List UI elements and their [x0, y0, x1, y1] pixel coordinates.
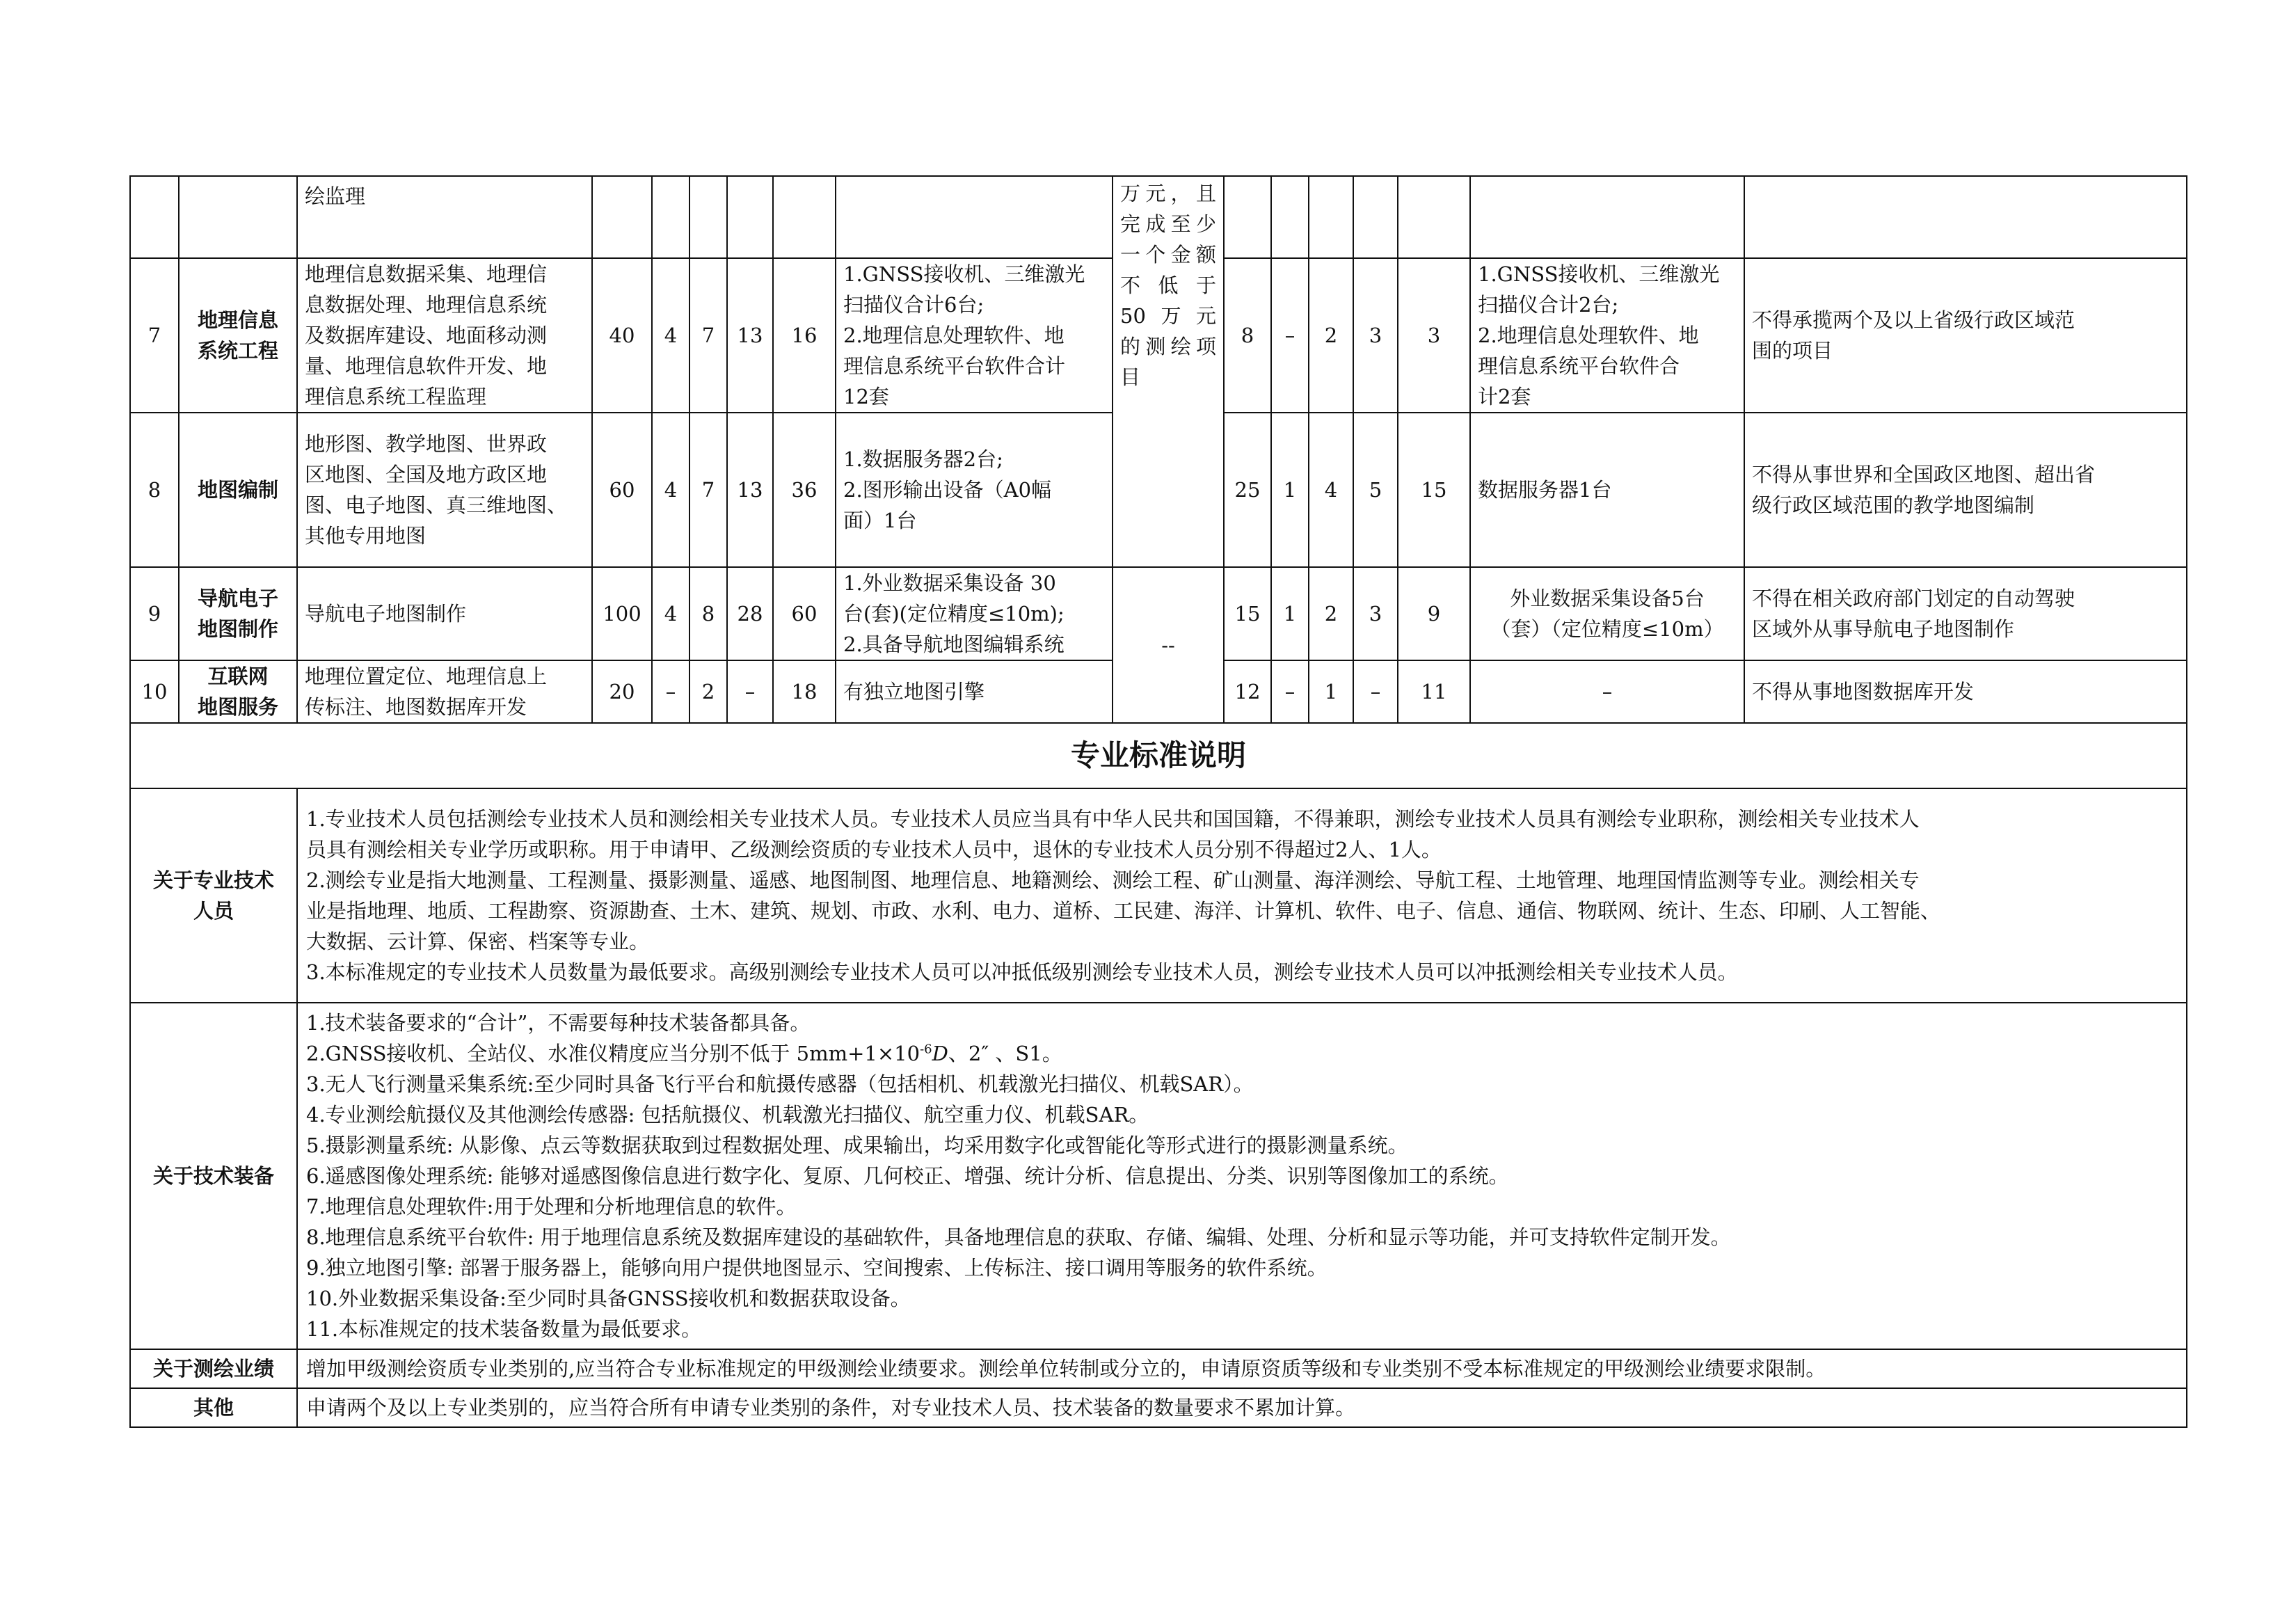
business-limit	[1744, 660, 2187, 723]
row-number	[130, 176, 179, 258]
a-total-staff: 60	[592, 413, 652, 567]
precision-text-end: 、2″ 、S1。	[948, 1042, 1062, 1065]
b-senior-staff: 1	[1271, 413, 1309, 567]
a-total-staff	[592, 176, 652, 258]
text-line: 8.地理信息系统平台软件: 用于地理信息系统及数据库建设的基础软件，具备地理信息的获取、存储、编辑、处理、分析和显示等功能，并可支持软件定制开发。	[306, 1225, 1731, 1249]
text-line: 地图服务	[197, 695, 278, 719]
text-line: 1.GNSS接收机、三维激光	[1478, 262, 1720, 286]
text-line: 导航电子	[197, 587, 278, 610]
section-heading-row	[130, 723, 2187, 788]
business-limit	[1744, 413, 2187, 567]
a-senior-staff: –	[652, 660, 689, 723]
b-related-staff: 11	[1398, 660, 1470, 723]
text-line: 地形图、教学地图、世界政	[305, 432, 548, 456]
b-senior-staff	[1271, 176, 1309, 258]
b-senior-staff: 1	[1271, 567, 1309, 660]
text-line: 万元，且	[1120, 182, 1216, 205]
text-line: 2.具备导航地图编辑系统	[843, 633, 1065, 656]
equipment-note-list	[306, 1069, 2178, 1344]
a-mid-staff: 2	[689, 660, 727, 723]
b-total-staff	[1224, 176, 1271, 258]
text-line: （套）（定位精度≤10m）	[1490, 617, 1724, 641]
text-line: 1.专业技术人员包括测绘专业技术人员和测绘相关专业技术人员。专业技术人员应当具有中华人民共和国国籍，不得兼职，测绘专业技术人员具有测绘专业职称，测绘相关专业技术人	[306, 807, 1920, 831]
text-line: 2.地理信息处理软件、地	[843, 324, 1065, 347]
text-line: 外业数据采集设备5台	[1510, 587, 1705, 610]
b-equipment	[1470, 258, 1744, 413]
text-line: 的测绘项	[1120, 335, 1216, 358]
equipment-notes	[297, 1003, 2187, 1349]
text-line: 地理位置定位、地理信息上	[305, 665, 548, 688]
business-scope	[297, 567, 592, 660]
a-junior-staff: 13	[727, 258, 773, 413]
text-line: 息数据处理、地理信息系统	[305, 293, 548, 317]
row-number: 10	[130, 660, 179, 723]
standards-page	[129, 175, 2186, 1428]
text-line: 系统工程	[197, 339, 278, 363]
text-line: 不得从事世界和全国政区地图、超出省	[1752, 463, 2096, 486]
b-total-staff: 25	[1224, 413, 1271, 567]
b-mid-staff	[1309, 176, 1353, 258]
other-notes: 申请两个及以上专业类别的，应当符合所有申请专业类别的条件，对专业技术人员、技术装备的数量要求不累加计算。	[297, 1388, 2187, 1427]
b-total-staff: 12	[1224, 660, 1271, 723]
text-line: 传标注、地图数据库开发	[305, 695, 527, 719]
a-related-staff: 60	[773, 567, 836, 660]
table-row	[130, 176, 2187, 258]
row-number: 8	[130, 413, 179, 567]
text-line: 9.独立地图引擎: 部署于服务器上，能够向用户提供地图显示、空间搜索、上传标注、接口调用等服务的软件系统。	[306, 1256, 1328, 1280]
text-line: 1.数据服务器2台;	[843, 447, 1003, 471]
text-line: 导航电子地图制作	[305, 602, 467, 626]
notes-row	[130, 1388, 2187, 1427]
text-line: 人员	[193, 899, 234, 923]
business-limit	[1744, 176, 2187, 258]
performance-notes-label: 关于测绘业绩	[130, 1349, 297, 1388]
performance-requirement	[1113, 176, 1224, 567]
text-line: 围的项目	[1752, 339, 1833, 363]
text-line: 6.遥感图像处理系统: 能够对遥感图像信息进行数字化、复原、几何校正、增强、统计分析、信息提出、分类、识别等图像加工的系统。	[306, 1164, 1509, 1188]
b-equipment	[1470, 176, 1744, 258]
b-equipment	[1470, 413, 1744, 567]
business-limit	[1744, 258, 2187, 413]
row-number: 7	[130, 258, 179, 413]
notes-row	[130, 788, 2187, 1003]
business-scope	[297, 413, 592, 567]
notes-row	[130, 1003, 2187, 1349]
precision-text: 2.GNSS接收机、全站仪、水准仪精度应当分别不低于 5mm+1×10	[306, 1042, 920, 1065]
business-scope	[297, 258, 592, 413]
text-line: 2.测绘专业是指大地测量、工程测量、摄影测量、遥感、地图制图、地理信息、地籍测绘、测绘工程、矿山测量、海洋测绘、导航工程、土地管理、地理国情监测等专业。测绘相关专	[306, 868, 1920, 892]
text-line: 有独立地图引擎	[843, 680, 985, 703]
text-line: 业是指地理、地质、工程勘察、资源勘查、土木、建筑、规划、市政、水利、电力、道桥、工民建、海洋、计算机、软件、电子、信息、通信、物联网、统计、生态、印刷、人工智能、	[306, 899, 1941, 923]
text-line: 区域外从事导航电子地图制作	[1752, 617, 2015, 641]
a-senior-staff: 4	[652, 567, 689, 660]
text-line: 量、地理信息软件开发、地	[305, 354, 548, 378]
text-line: 理信息系统工程监理	[305, 385, 487, 408]
text-line: 理信息系统平台软件合计	[843, 354, 1066, 378]
a-related-staff: 16	[773, 258, 836, 413]
equipment-note-line: 1.技术装备要求的“合计”，不需要每种技术装备都具备。	[306, 1011, 811, 1035]
b-related-staff: 15	[1398, 413, 1470, 567]
a-related-staff: 36	[773, 413, 836, 567]
a-mid-staff	[689, 176, 727, 258]
a-total-staff: 20	[592, 660, 652, 723]
text-line: 7.地理信息处理软件:用于处理和分析地理信息的软件。	[306, 1195, 797, 1218]
a-junior-staff: –	[727, 660, 773, 723]
text-line: 11.本标准规定的技术装备数量为最低要求。	[306, 1317, 702, 1341]
text-line: 地理信息数据采集、地理信	[305, 262, 548, 286]
a-mid-staff: 8	[689, 567, 727, 660]
a-senior-staff	[652, 176, 689, 258]
text-line: 图、电子地图、真三维地图、	[305, 493, 568, 517]
b-related-staff: 3	[1398, 258, 1470, 413]
text-line: 台(套)(定位精度≤10m);	[843, 602, 1065, 626]
b-senior-staff: –	[1271, 660, 1309, 723]
category-name	[179, 413, 297, 567]
text-line: 地理信息	[197, 308, 278, 332]
a-equipment	[836, 413, 1113, 567]
personnel-notes-label	[130, 788, 297, 1003]
text-line: 50万元	[1120, 304, 1216, 328]
a-junior-staff	[727, 176, 773, 258]
text-line: 理信息系统平台软件合	[1478, 354, 1680, 378]
a-related-staff: 18	[773, 660, 836, 723]
b-junior-staff: –	[1353, 660, 1398, 723]
text-line: 10.外业数据采集设备:至少同时具备GNSS接收机和数据获取设备。	[306, 1287, 911, 1310]
text-line: 地图制作	[197, 617, 278, 641]
b-mid-staff: 2	[1309, 567, 1353, 660]
precision-exponent: -6	[920, 1042, 932, 1057]
a-senior-staff: 4	[652, 258, 689, 413]
a-total-staff: 100	[592, 567, 652, 660]
other-notes-label: 其他	[130, 1388, 297, 1427]
a-equipment	[836, 660, 1113, 723]
text-line: 其他专用地图	[305, 524, 426, 548]
b-junior-staff	[1353, 176, 1398, 258]
qualification-table	[129, 175, 2187, 1428]
b-related-staff: 9	[1398, 567, 1470, 660]
text-line: 目	[1120, 365, 1141, 389]
text-line: 不得在相关政府部门划定的自动驾驶	[1752, 587, 2075, 610]
text-line: 完成至少	[1120, 212, 1216, 236]
a-junior-staff: 28	[727, 567, 773, 660]
text-line: 面）1台	[843, 509, 917, 532]
b-junior-staff: 3	[1353, 258, 1398, 413]
text-line: 1.GNSS接收机、三维激光	[843, 262, 1085, 286]
text-line: 扫描仪合计6台;	[843, 293, 984, 317]
b-junior-staff: 3	[1353, 567, 1398, 660]
b-equipment	[1470, 567, 1744, 660]
b-total-staff: 8	[1224, 258, 1271, 413]
b-equipment	[1470, 660, 1744, 723]
equipment-note-line	[306, 1038, 2178, 1069]
text-line: –	[1602, 680, 1613, 703]
category-name	[179, 176, 297, 258]
b-junior-staff: 5	[1353, 413, 1398, 567]
text-line: 关于技术装备	[152, 1164, 274, 1188]
performance-requirement-none: --	[1113, 567, 1224, 723]
personnel-notes	[297, 788, 2187, 1003]
text-line: 3.无人飞行测量采集系统:至少同时具备飞行平台和航摄传感器（包括相机、机载激光扫描仪、机载SAR）。	[306, 1072, 1254, 1096]
section-title: 专业标准说明	[130, 723, 2187, 788]
b-mid-staff: 4	[1309, 413, 1353, 567]
b-related-staff	[1398, 176, 1470, 258]
row-number: 9	[130, 567, 179, 660]
a-mid-staff: 7	[689, 258, 727, 413]
text-line: 互联网	[207, 665, 269, 688]
text-line: 一个金额	[1120, 243, 1216, 267]
category-name	[179, 567, 297, 660]
text-line: 关于专业技术	[152, 868, 274, 892]
b-mid-staff: 1	[1309, 660, 1353, 723]
text-line: 3.本标准规定的专业技术人员数量为最低要求。高级别测绘专业技术人员可以冲抵低级别测绘专业技术人员，测绘专业技术人员可以冲抵测绘相关专业技术人员。	[306, 960, 1738, 984]
text-line: 及数据库建设、地面移动测	[305, 324, 548, 347]
text-line: 员具有测绘相关专业学历或职称。用于申请甲、乙级测绘资质的专业技术人员中，退休的专业技术人员分别不得超过2人、1人。	[306, 838, 1442, 861]
text-line: 级行政区域范围的教学地图编制	[1752, 493, 2035, 517]
business-limit	[1744, 567, 2187, 660]
b-mid-staff: 2	[1309, 258, 1353, 413]
a-senior-staff: 4	[652, 413, 689, 567]
text-line: 4.专业测绘航摄仪及其他测绘传感器: 包括航摄仪、机载激光扫描仪、航空重力仪、机载SAR。	[306, 1103, 1149, 1127]
text-line: 1.外业数据采集设备 30	[843, 571, 1056, 595]
text-line: 地图编制	[197, 478, 278, 502]
text-line: 数据服务器1台	[1478, 478, 1612, 502]
text-line: 5.摄影测量系统: 从影像、点云等数据获取到过程数据处理、成果输出，均采用数字化或智能化等形式进行的摄影测量系统。	[306, 1134, 1408, 1157]
text-line: 2.图形输出设备（A0幅	[843, 478, 1052, 502]
text-line: 不得从事地图数据库开发	[1752, 680, 1975, 703]
text-line: 不得承揽两个及以上省级行政区域范	[1752, 308, 2075, 332]
business-scope	[297, 176, 592, 258]
category-name	[179, 258, 297, 413]
precision-variable: D	[932, 1042, 948, 1065]
text-line: 不低于	[1120, 273, 1216, 297]
b-senior-staff: –	[1271, 258, 1309, 413]
category-name	[179, 660, 297, 723]
a-mid-staff: 7	[689, 413, 727, 567]
text-line: 大数据、云计算、保密、档案等专业。	[306, 930, 650, 953]
business-scope	[297, 660, 592, 723]
a-junior-staff: 13	[727, 413, 773, 567]
a-total-staff: 40	[592, 258, 652, 413]
a-related-staff	[773, 176, 836, 258]
text-line: 扫描仪合计2台;	[1478, 293, 1619, 317]
a-equipment	[836, 258, 1113, 413]
b-total-staff: 15	[1224, 567, 1271, 660]
notes-row	[130, 1349, 2187, 1388]
text-line: 2.地理信息处理软件、地	[1478, 324, 1699, 347]
text-line: 计2套	[1478, 385, 1531, 408]
a-equipment	[836, 176, 1113, 258]
text-line: 12套	[843, 385, 889, 408]
a-equipment	[836, 567, 1113, 660]
text-line: 区地图、全国及地方政区地	[305, 463, 548, 486]
table-row	[130, 567, 2187, 660]
text-line: 绘监理	[305, 184, 366, 208]
performance-notes: 增加甲级测绘资质专业类别的,应当符合专业标准规定的甲级测绘业绩要求。测绘单位转制或分立的，申请原资质等级和专业类别不受本标准规定的甲级测绘业绩要求限制。	[297, 1349, 2187, 1388]
equipment-notes-label	[130, 1003, 297, 1349]
